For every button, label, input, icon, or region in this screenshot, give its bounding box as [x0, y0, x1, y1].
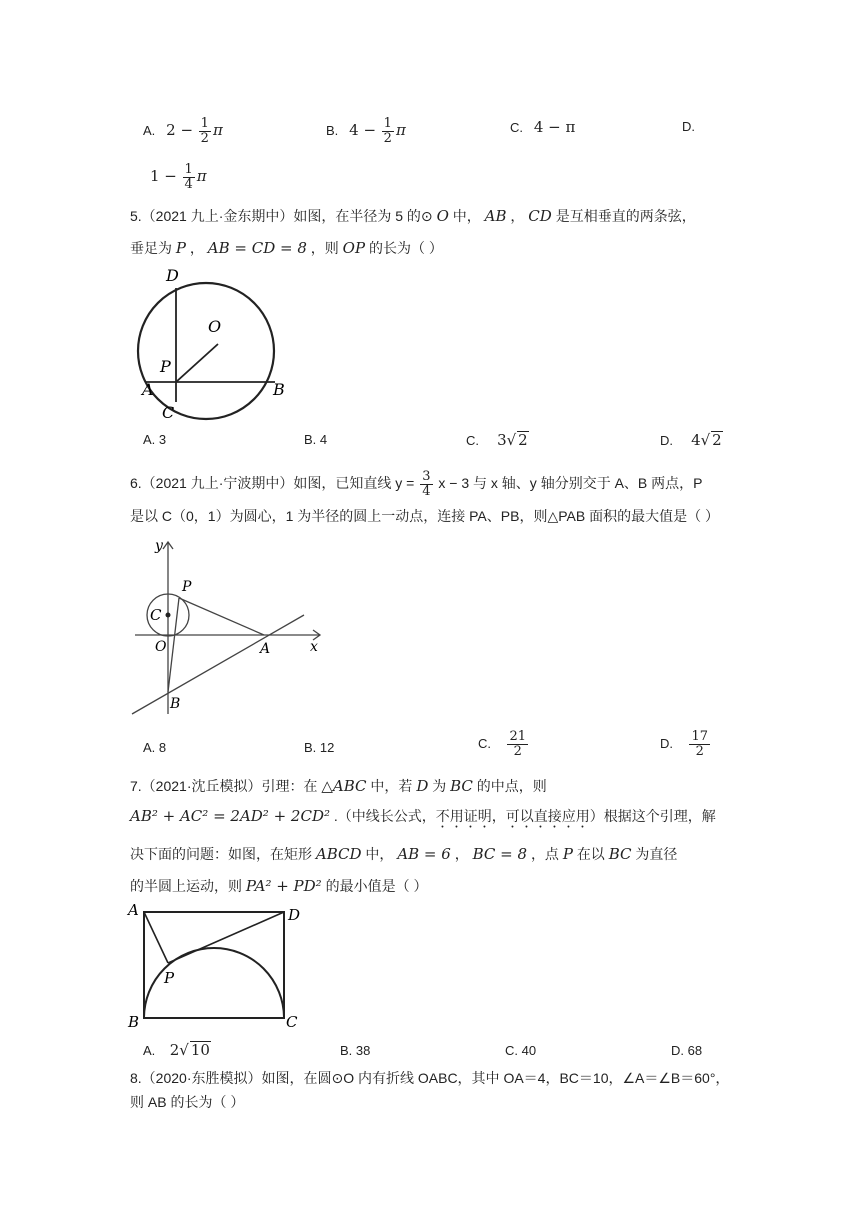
- math-var: BC: [608, 845, 632, 863]
- line-ab: [132, 615, 304, 714]
- text: 是互相垂直的两条弦，: [555, 208, 696, 224]
- option-label: C.: [478, 735, 491, 751]
- label-p: P: [164, 969, 175, 987]
- denominator: 2: [513, 744, 522, 759]
- math-equation: AB = 6: [397, 845, 451, 863]
- math-equation: AB² + AC² = 2AD² + 2CD²: [130, 807, 330, 825]
- denominator: 2: [695, 744, 704, 759]
- math-var: AB: [484, 207, 507, 225]
- text: ，: [454, 846, 469, 862]
- label-c: C: [162, 403, 175, 422]
- label-d: D: [166, 266, 179, 285]
- math-var: ABCD: [315, 845, 362, 863]
- math-var: BC: [450, 777, 473, 795]
- text: 为: [432, 778, 447, 794]
- q7-option-d: D. 68: [671, 1043, 703, 1058]
- label-c: C: [286, 1013, 298, 1031]
- option-label: D.: [660, 735, 673, 751]
- math-var: O: [436, 207, 449, 225]
- numerator: 21: [509, 729, 526, 744]
- q5-option-d: D. 4√ 2: [660, 431, 722, 449]
- q7-option-c: C. 40: [505, 1043, 537, 1058]
- numerator: 17: [691, 729, 708, 744]
- q6-figure: [130, 534, 330, 719]
- coefficient: 3: [497, 431, 507, 449]
- q6-stem-line2: 是以 C（0，1）为圆心，1 为半径的圆上一动点，连接 PA、PB，则△PAB 面积的最大值是（ ）: [130, 508, 719, 524]
- numerator: 1: [184, 162, 193, 177]
- math-var: P: [175, 239, 186, 257]
- label-a: A: [128, 901, 139, 919]
- text: 中，: [365, 846, 394, 862]
- circle: [138, 283, 274, 419]
- q4-option-d-expression: [150, 163, 207, 192]
- radicand: 2: [712, 431, 722, 449]
- option-label: B.: [326, 122, 339, 138]
- expression: 4 −: [349, 120, 377, 139]
- pi-symbol: π: [212, 120, 223, 139]
- label-p: P: [182, 579, 192, 595]
- text: 的长为（ ）: [368, 240, 443, 256]
- q6-option-b: B. 12: [304, 740, 335, 755]
- q6-option-d: [660, 730, 712, 759]
- text: 在以: [576, 846, 605, 862]
- emphasized-text: 不用证明，可以直接应用: [435, 808, 590, 824]
- text: 的中点，则: [476, 778, 547, 794]
- q8-stem-line2: 则 AB 的长为（ ）: [130, 1094, 245, 1110]
- label-p: P: [160, 357, 171, 376]
- option-label: A.: [143, 122, 156, 138]
- expression: 2 −: [166, 120, 194, 139]
- q5-option-a: A. 3: [143, 432, 167, 447]
- text: 为直径: [635, 846, 678, 862]
- coefficient: 2: [169, 1041, 180, 1059]
- q5-option-c: C. 3√ 2: [466, 431, 528, 449]
- segment-pa: [179, 598, 264, 635]
- label-a: A: [260, 641, 271, 657]
- text: 的半圆上运动，则: [130, 878, 242, 894]
- numerator: 3: [422, 469, 431, 484]
- q4-option-a: [143, 117, 223, 146]
- text: ，: [189, 240, 204, 256]
- segment-op: [176, 344, 218, 382]
- math-var: OP: [342, 239, 366, 257]
- q5-figure: [130, 262, 300, 427]
- q7-stem-line1: [130, 776, 547, 796]
- text: ，则: [310, 240, 339, 256]
- text: 决下面的问题：如图，在矩形: [130, 846, 312, 862]
- expression: 4 − π: [533, 118, 576, 136]
- numerator: 1: [200, 116, 209, 131]
- q8-stem-line1: 8.（2020·东胜模拟）如图，在圆⊙O 内有折线 OABC，其中 OA＝4，BC＝10，∠A＝∠B＝60°，: [130, 1070, 730, 1086]
- q5-stem-line1: [130, 206, 696, 226]
- label-y: y: [155, 538, 163, 554]
- denominator: 4: [184, 177, 193, 192]
- label-x: x: [310, 639, 318, 655]
- option-label: C.: [466, 433, 479, 448]
- label-a: A: [142, 380, 154, 399]
- math-equation: BC = 8: [472, 845, 528, 863]
- q6-option-c: [478, 730, 530, 759]
- fraction: [420, 470, 432, 499]
- expression: 1 −: [150, 166, 177, 185]
- math-triangle: △ABC: [321, 777, 367, 795]
- pi-symbol: π: [395, 120, 406, 139]
- label-o: O: [155, 639, 167, 655]
- text: 5.（2021 九上·金东期中）如图，在半径为 5 的⊙: [130, 208, 433, 224]
- q6-stem-line1: [130, 470, 702, 499]
- label-o: O: [208, 317, 222, 336]
- center-point: [166, 613, 171, 618]
- fraction: [382, 117, 394, 146]
- radicand: 2: [518, 431, 528, 449]
- option-label: D.: [682, 119, 695, 134]
- label-c: C: [150, 606, 162, 624]
- q4-option-b: [326, 117, 406, 146]
- rectangle-abcd: [144, 912, 284, 1018]
- denominator: 2: [383, 131, 392, 146]
- text: 垂足为: [130, 240, 172, 256]
- fraction: [507, 730, 528, 759]
- text: 中，: [452, 208, 481, 224]
- q7-stem-line3: [130, 844, 677, 864]
- text: 的最小值是（ ）: [325, 878, 428, 894]
- text: x − 3 与 x 轴、y 轴分别交于 A、B 两点，P: [438, 475, 703, 492]
- text: 7.（2021·沈丘模拟）引理：在: [130, 778, 318, 794]
- q7-figure: [126, 900, 306, 1035]
- segment-pa: [144, 912, 168, 963]
- coefficient: 4: [691, 431, 701, 449]
- radicand: 10: [190, 1041, 210, 1059]
- text: 6.（2021 九上·宁波期中）如图，已知直线 y =: [130, 475, 415, 492]
- text: ）根据这个引理，解: [589, 808, 716, 824]
- denominator: 4: [422, 484, 431, 499]
- numerator: 1: [383, 116, 392, 131]
- segment-pd: [168, 912, 284, 963]
- q7-stem-line2: [130, 806, 716, 831]
- label-b: B: [273, 380, 285, 399]
- fraction: [199, 117, 211, 146]
- denominator: 2: [200, 131, 209, 146]
- q5-stem-line2: [130, 238, 443, 258]
- q7-option-b: B. 38: [340, 1043, 371, 1058]
- q7-option-a: A. 2√ 10: [143, 1041, 210, 1059]
- option-label: A.: [143, 1043, 156, 1058]
- text: ，: [510, 208, 525, 224]
- q4-option-c: [510, 117, 575, 138]
- segment-pb: [168, 598, 179, 692]
- math-var: CD: [528, 207, 552, 225]
- q7-stem-line4: [130, 876, 427, 896]
- q6-option-a: A. 8: [143, 740, 167, 755]
- label-b: B: [128, 1013, 140, 1031]
- label-d: D: [288, 906, 301, 924]
- fraction: [183, 163, 195, 192]
- text: 中，若: [370, 778, 413, 794]
- math-expression: PA² + PD²: [245, 877, 322, 895]
- label-b: B: [170, 696, 181, 712]
- text: .（中线长公式，: [333, 808, 436, 824]
- fraction: [689, 730, 710, 759]
- math-var: P: [562, 845, 573, 863]
- q5-option-b: B. 4: [304, 432, 328, 447]
- math-equation: AB = CD = 8: [207, 239, 307, 257]
- option-label: D.: [660, 433, 673, 448]
- pi-symbol: π: [196, 166, 207, 185]
- q4-option-d: [682, 117, 695, 137]
- option-label: C.: [510, 120, 523, 135]
- math-var: D: [416, 777, 429, 795]
- text: ，点: [530, 846, 559, 862]
